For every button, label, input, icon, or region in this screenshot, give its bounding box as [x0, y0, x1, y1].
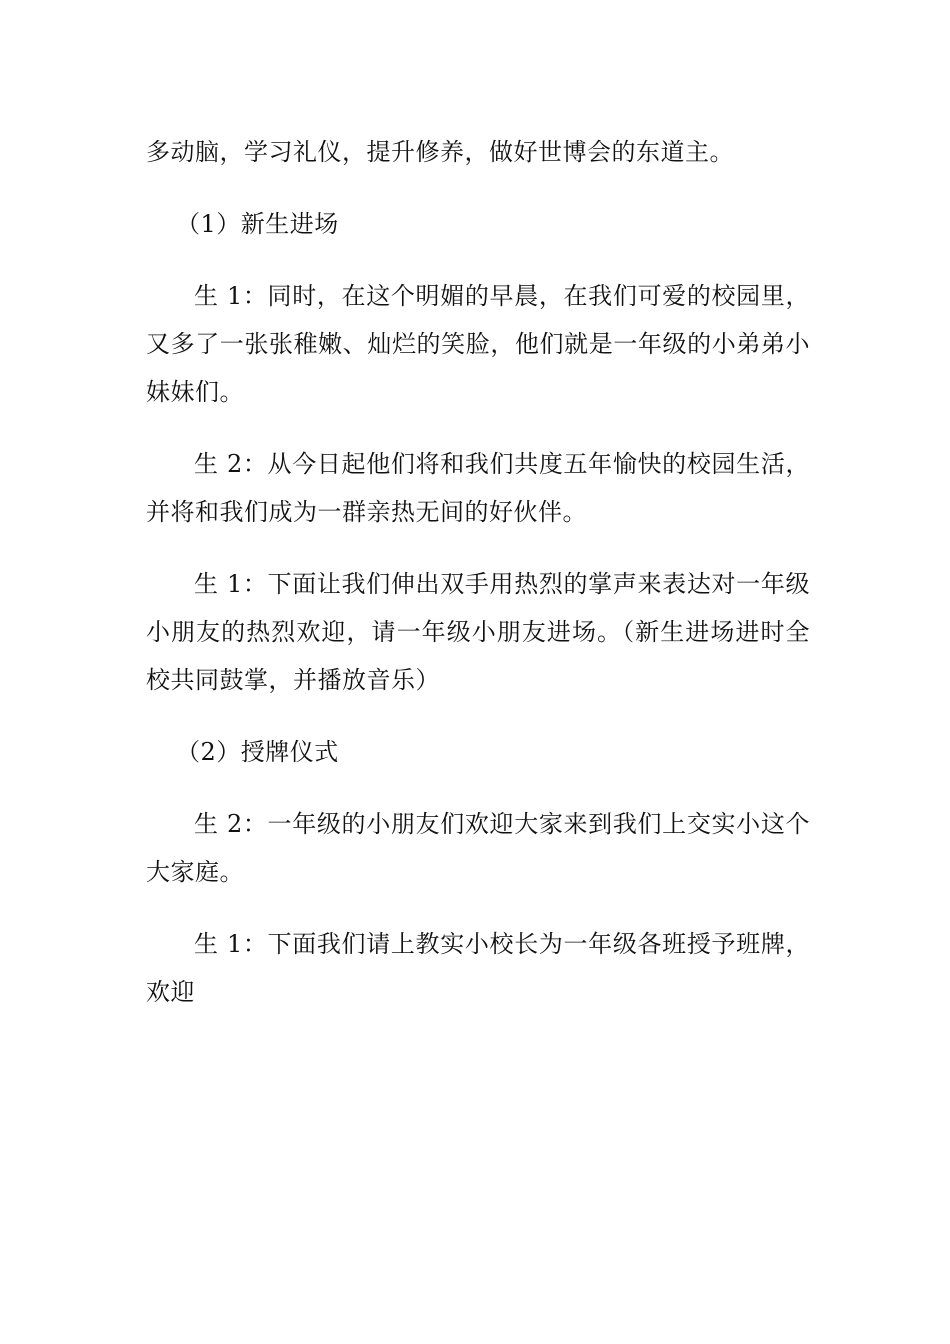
paragraph-intro-closing: 多动脑，学习礼仪，提升修养，做好世博会的东道主。 — [146, 138, 734, 166]
paragraph-student1-applause: 生 1：下面让我们伸出双手用热烈的掌声来表达对一年级小朋友的热烈欢迎，请一年级小朋友进场。（新生进场进时全校共同鼓掌，并播放音乐） — [146, 570, 810, 694]
paragraph-student1-principal: 生 1：下面我们请上教实小校长为一年级各班授予班牌，欢迎 — [146, 930, 810, 1006]
section-heading-plaque-ceremony: （2）授牌仪式 — [176, 738, 339, 766]
paragraph-student1-welcome: 生 1：同时，在这个明媚的早晨，在我们可爱的校园里，又多了一张张稚嫩、灿烂的笑脸，他们就是一年级的小弟弟小妹妹们。 — [146, 282, 810, 406]
section-heading-new-students: （1）新生进场 — [176, 210, 339, 238]
paragraph-student2-family: 生 2：一年级的小朋友们欢迎大家来到我们上交实小这个大家庭。 — [146, 810, 810, 886]
document-body — [146, 128, 810, 1040]
paragraph-student2-companions: 生 2：从今日起他们将和我们共度五年愉快的校园生活，并将和我们成为一群亲热无间的好伙伴。 — [146, 450, 810, 526]
